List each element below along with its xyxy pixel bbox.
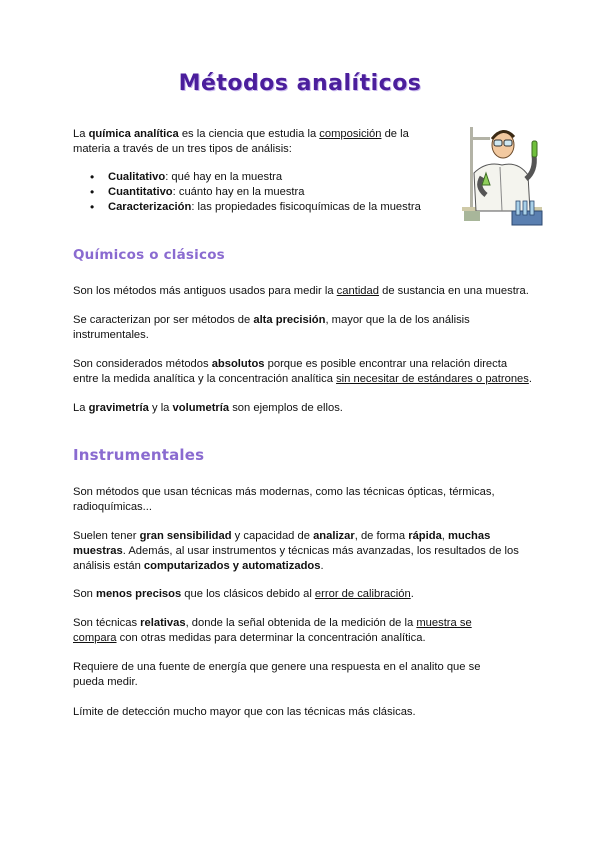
list-item: • Cualitativo: qué hay en la muestra	[73, 170, 533, 185]
paragraph: Suelen tener gran sensibilidad y capacidad de analizar, de forma rápida, muchas muestras. Además, al usar instrumentos y técnicas más avanzadas, los resultados de los análisis están computarizados y automatizados.	[73, 530, 519, 572]
paragraph: Se caracterizan por ser métodos de alta precisión, mayor que la de los análisis instrumentales.	[73, 314, 470, 341]
paragraph: Son considerados métodos absolutos porque es posible encontrar una relación directa entre la medida analítica y la concentración analítica sin necesitar de estándares o patrones.	[73, 358, 532, 385]
intro-paragraph: La química analítica es la ciencia que estudia la composición de la materia a través de un tres tipos de análisis:	[73, 128, 409, 155]
paragraph: Requiere de una fuente de energía que genere una respuesta en el analito que se pueda medir.	[73, 661, 481, 688]
paragraph: Son técnicas relativas, donde la señal obtenida de la medición de la muestra se compara con otras medidas para determinar la concentración analítica.	[73, 617, 472, 644]
list-item: • Cuantitativo: cuánto hay en la muestra	[73, 185, 533, 200]
chemist-illustration	[456, 115, 548, 228]
paragraph: Son métodos que usan técnicas más modernas, como las técnicas ópticas, térmicas, radioquímicas...	[73, 486, 495, 513]
paragraph: Son los métodos más antiguos usados para medir la cantidad de sustancia en una muestra.	[73, 285, 529, 297]
page-title: Métodos analíticos	[178, 71, 422, 96]
section-heading-quimicos: Químicos o clásicos	[73, 247, 225, 263]
paragraph: Límite de detección mucho mayor que con las técnicas más clásicas.	[73, 706, 416, 718]
section-heading-instrumentales: Instrumentales	[73, 446, 205, 464]
list-item: • Caracterización: las propiedades fisicoquímicas de la muestra	[73, 200, 533, 215]
paragraph: Son menos precisos que los clásicos debido al error de calibración.	[73, 588, 414, 600]
paragraph: La gravimetría y la volumetría son ejemplos de ellos.	[73, 402, 343, 414]
